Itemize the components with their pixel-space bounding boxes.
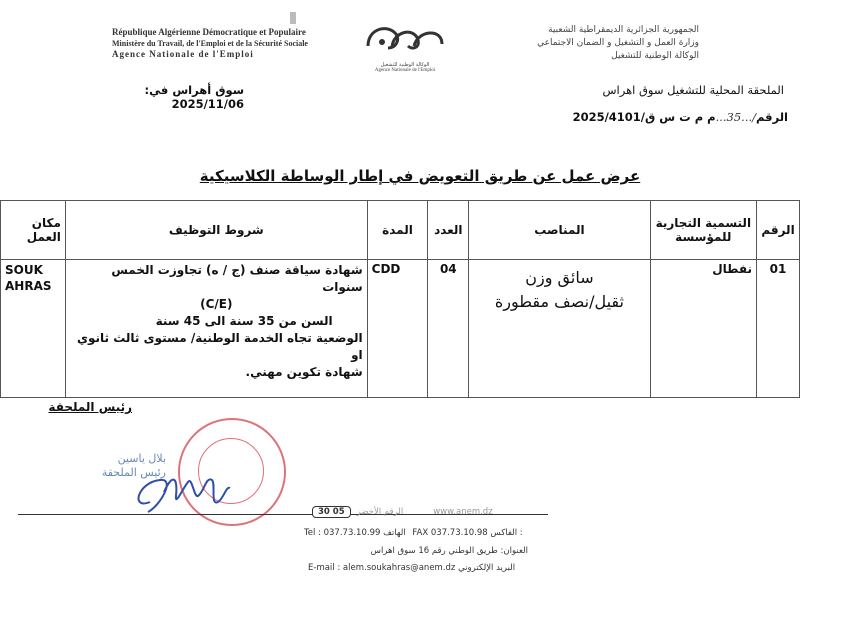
ref-handwritten: ...35.../ bbox=[715, 110, 757, 124]
header-ar-line2: وزارة العمل و التشغيل و الضمان الاجتماعي bbox=[537, 38, 699, 48]
cell-count: 04 bbox=[428, 260, 469, 398]
agency-local: الملحقة المحلية للتشغيل سوق اهراس bbox=[602, 83, 784, 97]
email-label: E-mail : bbox=[308, 563, 341, 573]
ref-number: 2025/4101 bbox=[572, 110, 641, 124]
position-line2: ثقيل/نصف مقطورة bbox=[494, 292, 624, 311]
cond-line1: شهادة سياقة صنف (ج / ه) تجاوزت الخمس سنوات bbox=[111, 263, 363, 294]
date-value: 2025/11/06 bbox=[171, 97, 244, 111]
cond-line4: الوضعية تجاه الخدمة الوطنية/ مستوى ثالث ثانوي او bbox=[77, 331, 363, 362]
header-fr-line1: République Algérienne Démocratique et Populaire bbox=[112, 27, 306, 37]
header-ar-line3: الوكالة الوطنية للتشغيل bbox=[611, 51, 699, 61]
header-count: العدد bbox=[428, 201, 469, 260]
reference-line bbox=[560, 110, 788, 124]
header-fr-line2: Ministère du Travail, de l'Emploi et de la Sécurité Sociale bbox=[112, 39, 308, 48]
cell-number: 01 bbox=[757, 260, 800, 398]
name-stamp-role: رئيس الملحقة bbox=[101, 466, 166, 479]
footer-address bbox=[300, 546, 528, 556]
cell-duration: CDD bbox=[367, 260, 428, 398]
signature-icon bbox=[120, 462, 240, 518]
header-fr-line3: Agence Nationale de l'Emploi bbox=[112, 49, 254, 59]
page-title: عرض عمل عن طريق التعويض في إطار الوساطة الكلاسيكية bbox=[199, 167, 641, 185]
header-number: الرقم bbox=[757, 201, 800, 260]
cell-position bbox=[469, 260, 650, 398]
cell-place: SOUK AHRAS bbox=[1, 260, 66, 398]
footer-email bbox=[308, 563, 558, 573]
ref-suffix: م م ت س ق/ bbox=[640, 110, 716, 124]
cond-line5: شهادة تكوين مهني. bbox=[245, 365, 363, 379]
title-wrap bbox=[150, 166, 690, 185]
name-stamp-name: بلال ياسين bbox=[117, 452, 166, 465]
footer-contacts bbox=[304, 528, 554, 538]
anem-logo bbox=[362, 18, 448, 73]
anem-logo-icon bbox=[362, 18, 448, 58]
email-value: alem.soukahras@anem.dz bbox=[342, 563, 456, 573]
address-label: العنوان: bbox=[500, 546, 528, 556]
fax-value: 037.73.10.98 bbox=[430, 528, 488, 538]
address-value: طريق الوطني رقم 16 سوق اهراس bbox=[370, 546, 498, 556]
email-label-ar: البريد الإلكتروني bbox=[458, 563, 516, 573]
fax-label: FAX bbox=[412, 528, 429, 538]
cell-company: نفطال bbox=[650, 260, 756, 398]
header-position: المناصب bbox=[469, 201, 650, 260]
job-offer-table bbox=[0, 200, 800, 398]
cell-conditions bbox=[65, 260, 367, 398]
position-line1: سائق وزن bbox=[525, 268, 594, 287]
table-row bbox=[1, 260, 800, 398]
table-header-row bbox=[1, 201, 800, 260]
header-ar-line1: الجمهورية الجزائرية الديمقراطية الشعبية bbox=[548, 25, 699, 35]
small-mark bbox=[290, 12, 296, 24]
header-french bbox=[112, 27, 352, 60]
cond-line2: (C/E) bbox=[200, 297, 233, 311]
green-number-label: الرقم الأخضر bbox=[356, 507, 404, 517]
header-duration: المدة bbox=[367, 201, 428, 260]
tel-label: Tel : bbox=[304, 528, 321, 538]
place-date bbox=[70, 83, 244, 111]
green-number: 30 05 bbox=[312, 506, 351, 518]
tel-value: 037.73.10.99 bbox=[323, 528, 381, 538]
header-conditions: شروط التوظيف bbox=[65, 201, 367, 260]
header-company: التسمية التجارية للمؤسسة bbox=[650, 201, 756, 260]
logo-caption-ar: الوكالة الوطنية للتشغيل bbox=[380, 62, 430, 68]
place-date-label: سوق أهراس في: bbox=[144, 83, 244, 97]
fax-label-ar: الفاكس : bbox=[490, 528, 523, 538]
header-place: مكان العمل bbox=[1, 201, 66, 260]
tel-label-ar: الهاتف bbox=[383, 528, 406, 538]
ref-label: الرقم bbox=[756, 110, 788, 124]
logo-caption-fr: Agence Nationale de l'Emploi bbox=[374, 68, 436, 73]
cond-line3: السن من 35 سنة الى 45 سنة bbox=[155, 314, 333, 328]
header-arabic bbox=[455, 24, 699, 63]
footer-top-line bbox=[312, 506, 493, 518]
website: www.anem.dz bbox=[433, 507, 493, 517]
signature-title: رئيس الملحقة bbox=[48, 400, 132, 414]
